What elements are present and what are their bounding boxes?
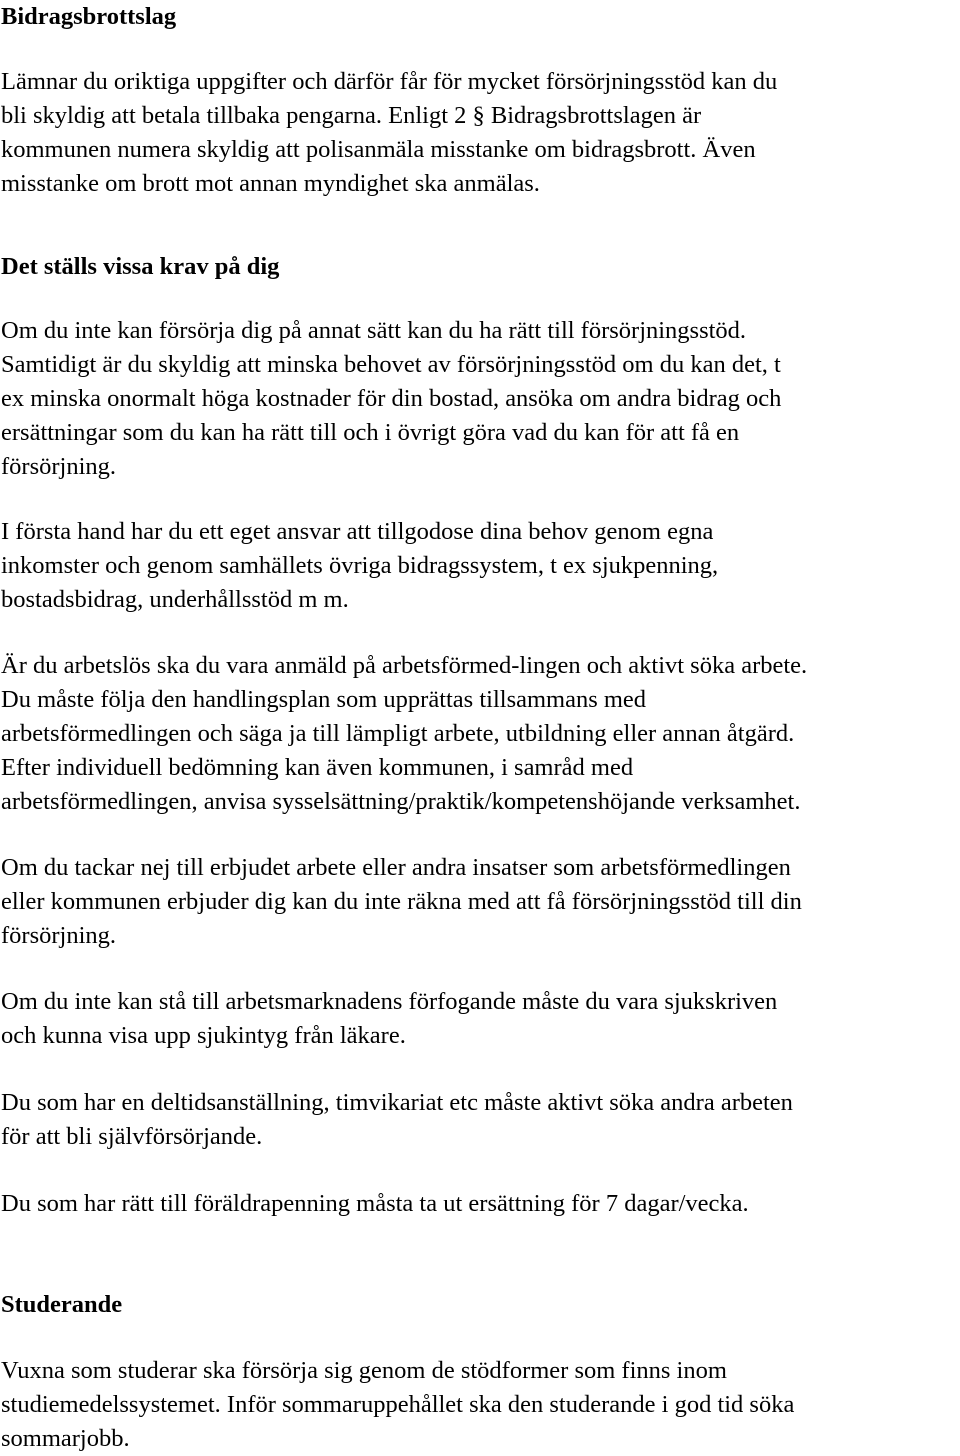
paragraph-foraldrapenning: Du som har rätt till föräldrapenning måsta ta ut ersättning för 7 dagar/vecka. <box>1 1190 749 1217</box>
paragraph-arbetslos: Är du arbetslös ska du vara anmäld på arbetsförmed-lingen och aktivt söka arbete. Du måste följa den handlingsplan som upprättas tillsammans med arbetsförmedlingen och säga ja till lämpligt arbete, utbildning eller annan åtgärd. Efter individuell bedömning kan även kommunen, i samråd med arbetsförmedlingen, anvisa sysselsättning/praktik/kompetenshöjande verksamhet. <box>1 652 808 815</box>
heading-krav: Det ställs vissa krav på dig <box>1 253 280 280</box>
paragraph-sjukskriven: Om du inte kan stå till arbetsmarknadens förfogande måste du vara sjukskriven och kunna visa upp sjukintyg från läkare. <box>1 988 778 1049</box>
heading-bidragsbrottslag: Bidragsbrottslag <box>1 3 177 30</box>
paragraph-deltid: Du som har en deltidsanställning, timvikariat etc måste aktivt söka andra arbeten för att bli självförsörjande. <box>1 1089 793 1150</box>
paragraph-bidragsbrott: Lämnar du oriktiga uppgifter och därför får för mycket försörjningsstöd kan du bli skyldig att betala tillbaka pengarna. Enligt 2 § Bidragsbrottslagen är kommunen numera skyldig att polisanmäla misstanke om bidragsbrott. Även misstanke om brott mot annan myndighet ska anmälas. <box>1 68 778 197</box>
paragraph-tackar-nej: Om du tackar nej till erbjudet arbete eller andra insatser som arbetsförmedlingen eller kommunen erbjuder dig kan du inte räkna med att få försörjningsstöd till din försörjning. <box>1 854 802 949</box>
heading-studerande: Studerande <box>1 1291 123 1318</box>
paragraph-studerande: Vuxna som studerar ska försörja sig genom de stödformer som finns inom studiemedelssystemet. Inför sommaruppehållet ska den studerande i god tid söka sommarjobb. <box>1 1357 795 1452</box>
paragraph-krav: Om du inte kan försörja dig på annat sätt kan du ha rätt till försörjningsstöd. Samtidigt är du skyldig att minska behovet av försörjningsstöd om du kan det, t ex minska onormalt höga kostnader för din bostad, ansöka om andra bidrag och ersättningar som du kan ha rätt till och i övrigt göra vad du kan för att få en försörjning. <box>1 317 782 480</box>
paragraph-ansvar: I första hand har du ett eget ansvar att tillgodose dina behov genom egna inkomster och genom samhällets övriga bidragssystem, t ex sjukpenning, bostadsbidrag, underhållsstöd m m. <box>1 518 719 613</box>
